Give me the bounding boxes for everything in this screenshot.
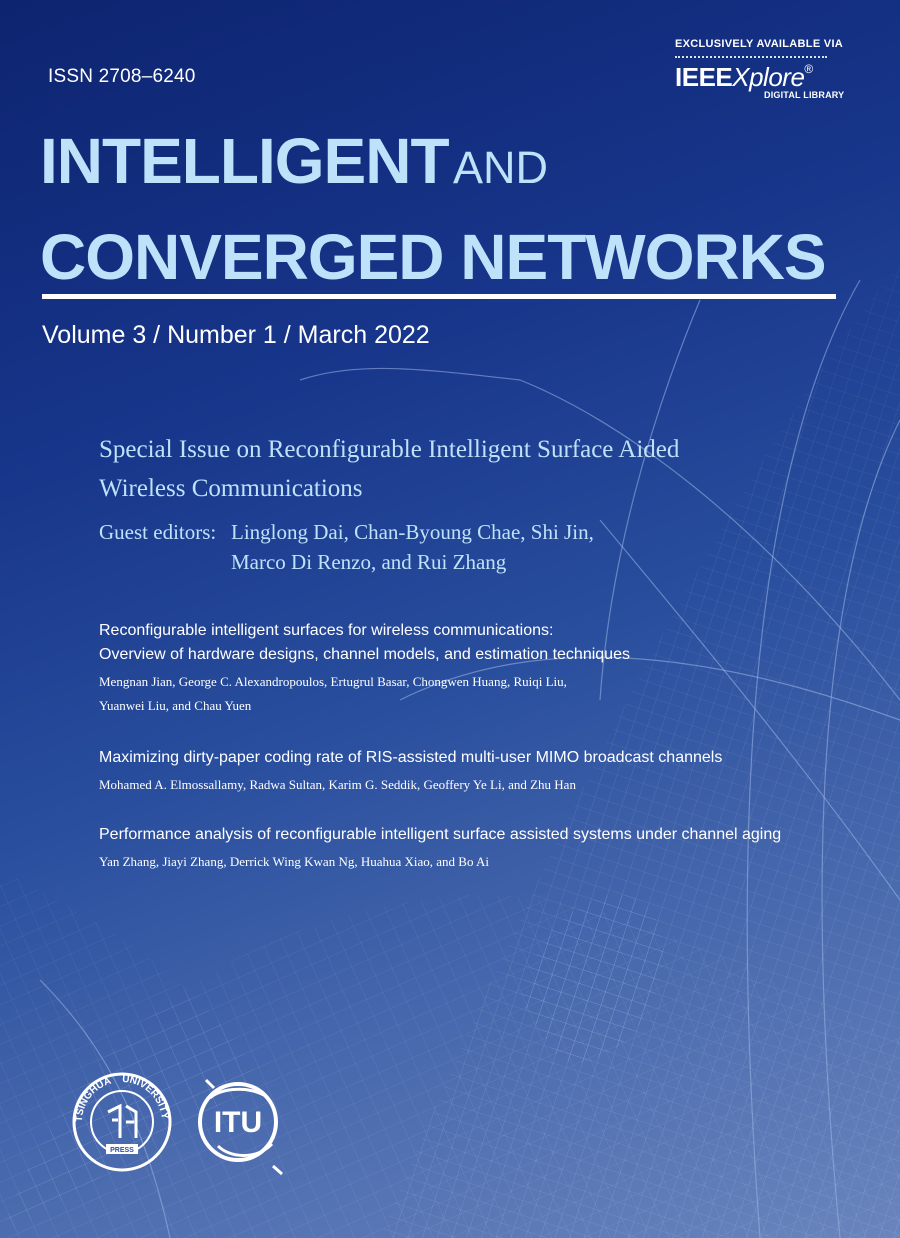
- tsinghua-label: TSINGHUA: [73, 1075, 113, 1123]
- article-2-authors: Mohamed A. Elmossallamy, Radwa Sultan, Karim G. Seddik, Geoffery Ye Li, and Zhu Han: [99, 777, 576, 792]
- ieee-xplore-logo-ieee: IEEE: [675, 62, 733, 92]
- journal-title-intelligent: INTELLIGENT: [40, 125, 449, 197]
- journal-title-and: AND: [452, 142, 548, 193]
- article-3-authors: Yan Zhang, Jiayi Zhang, Derrick Wing Kwan Ng, Huahua Xiao, and Bo Ai: [99, 854, 490, 869]
- tsinghua-press-logo: [74, 1074, 170, 1170]
- journal-title-line-1: [40, 122, 826, 218]
- dotted-divider: [675, 56, 827, 58]
- itu-logo: [200, 1080, 282, 1174]
- article-3-title: Performance analysis of reconfigurable intelligent surface assisted systems under channel aging: [99, 826, 782, 843]
- article-1-authors-line-2: Yuanwei Liu, and Chau Yuen: [99, 698, 252, 713]
- guest-editors-names-line-1: Linglong Dai, Chan-Byoung Chae, Shi Jin,: [231, 520, 594, 544]
- article-1-title-line-2: Overview of hardware designs, channel models, and estimation techniques: [99, 646, 630, 663]
- journal-title-line-2: CONVERGED NETWORKS: [40, 221, 826, 293]
- special-issue-title: [99, 430, 819, 508]
- digital-library-label: DIGITAL LIBRARY: [764, 90, 845, 100]
- guest-editors-label: Guest editors:: [99, 520, 217, 544]
- issn-number: ISSN 2708–6240: [48, 66, 196, 87]
- ieee-xplore-lead-text: EXCLUSIVELY AVAILABLE VIA: [675, 38, 844, 50]
- article-1-title-line-1: Reconfigurable intelligent surfaces for wireless communications:: [99, 622, 554, 639]
- special-issue-title-line-2: Wireless Communications: [99, 475, 363, 502]
- press-label: PRESS: [110, 1147, 134, 1154]
- title-divider: [42, 294, 836, 299]
- registered-mark: ®: [804, 62, 814, 76]
- university-label: UNIVERSITY: [121, 1073, 170, 1120]
- volume-issue-date: Volume 3 / Number 1 / March 2022: [42, 321, 430, 349]
- guest-editors-names-line-2: Marco Di Renzo, and Rui Zhang: [231, 550, 507, 574]
- special-issue-title-line-1: Special Issue on Reconfigurable Intelligent Surface Aided: [99, 436, 680, 463]
- article-2-title: Maximizing dirty-paper coding rate of RIS-assisted multi-user MIMO broadcast channels: [99, 749, 723, 766]
- publisher-logos: [68, 1068, 298, 1178]
- ieee-xplore-logo-xplore: Xplore: [732, 62, 805, 92]
- article-1-authors-line-1: Mengnan Jian, George C. Alexandropoulos, Ertugrul Basar, Chongwen Huang, Ruiqi Liu,: [99, 674, 567, 689]
- itu-label: ITU: [213, 1106, 263, 1139]
- journal-title: [40, 122, 826, 296]
- ieee-xplore-logo: [675, 62, 813, 93]
